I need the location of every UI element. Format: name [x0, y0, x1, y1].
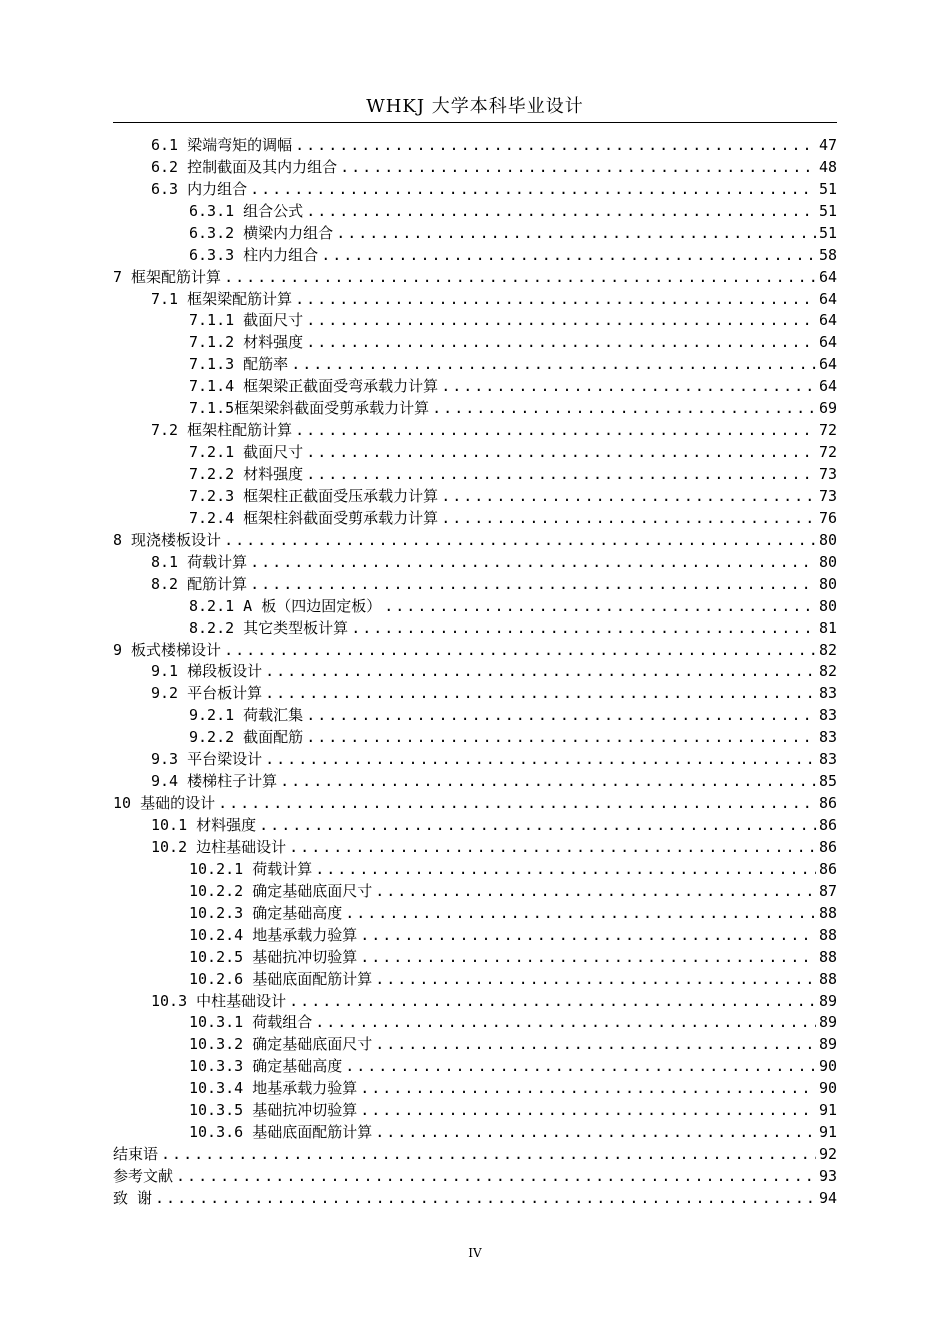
toc-entry-page: 80 [818, 574, 837, 593]
toc-entry[interactable] [113, 969, 837, 991]
toc-dot-leader [375, 881, 816, 903]
toc-entry-label: 9.4 楼梯柱子计算 [151, 772, 278, 791]
toc-entry-page: 82 [818, 640, 837, 659]
toc-entry-page: 72 [818, 443, 837, 462]
toc-entry-page: 86 [818, 859, 837, 878]
toc-entry-page: 91 [818, 1123, 837, 1142]
toc-entry-label: 8.2 配筋计算 [151, 574, 248, 593]
toc-entry[interactable] [113, 662, 837, 684]
toc-entry[interactable] [113, 683, 837, 705]
toc-entry[interactable] [113, 311, 837, 333]
toc-entry-page: 72 [818, 421, 837, 440]
toc-entry-label: 8.2.2 其它类型板计算 [189, 618, 349, 637]
toc-entry-label: 6.3.2 横梁内力组合 [189, 223, 334, 242]
toc-entry[interactable] [113, 530, 837, 552]
toc-entry-label: 10.2.4 地基承载力验算 [189, 925, 358, 944]
page-header [113, 92, 837, 123]
toc-entry[interactable] [113, 1034, 837, 1056]
toc-entry[interactable] [113, 376, 837, 398]
toc-entry[interactable] [113, 596, 837, 618]
toc-entry-label: 7.2 框架柱配筋计算 [151, 421, 293, 440]
page-number: IV [468, 1246, 482, 1260]
toc-entry-label: 6.3.1 组合公式 [189, 201, 304, 220]
toc-entry-label: 8 现浇楼板设计 [113, 530, 222, 549]
toc-entry-label: 10.1 材料强度 [151, 816, 257, 835]
toc-entry-label: 7.2.3 框架柱正截面受压承载力计算 [189, 486, 439, 505]
toc-dot-leader [340, 157, 816, 179]
toc-dot-leader [321, 245, 816, 267]
toc-entry-page: 80 [818, 530, 837, 549]
toc-entry[interactable] [113, 464, 837, 486]
toc-dot-leader [250, 552, 816, 574]
toc-dot-leader [250, 574, 816, 596]
toc-entry-page: 64 [818, 267, 837, 286]
toc-entry[interactable] [113, 815, 837, 837]
toc-dot-leader [441, 508, 816, 530]
toc-entry-label: 10.2.1 荷载计算 [189, 859, 313, 878]
toc-entry[interactable] [113, 1188, 837, 1210]
toc-entry[interactable] [113, 1166, 837, 1188]
table-of-contents [113, 135, 837, 1210]
toc-dot-leader [295, 135, 816, 157]
toc-entry-label: 10.3.1 荷载组合 [189, 1013, 313, 1032]
toc-dot-leader [306, 201, 816, 223]
toc-entry[interactable] [113, 332, 837, 354]
toc-dot-leader [345, 1056, 816, 1078]
toc-dot-leader [224, 267, 816, 289]
toc-entry-page: 94 [818, 1188, 837, 1207]
toc-entry[interactable] [113, 793, 837, 815]
toc-entry-page: 58 [818, 245, 837, 264]
toc-entry[interactable] [113, 508, 837, 530]
toc-dot-leader [295, 289, 816, 311]
toc-entry-label: 7.1.2 材料强度 [189, 333, 304, 352]
toc-entry-label: 9.2 平台板计算 [151, 684, 263, 703]
toc-entry-label: 参考文献 [113, 1167, 174, 1186]
toc-entry-page: 64 [818, 355, 837, 374]
toc-entry-label: 9.2.1 荷载汇集 [189, 706, 304, 725]
toc-entry-label: 7.1.4 框架梁正截面受弯承载力计算 [189, 377, 439, 396]
toc-entry-page: 51 [818, 179, 837, 198]
toc-dot-leader [295, 420, 816, 442]
toc-entry-label: 10.3.2 确定基础底面尺寸 [189, 1035, 373, 1054]
toc-entry-label: 6.3.3 柱内力组合 [189, 245, 319, 264]
toc-entry-page: 83 [818, 728, 837, 747]
toc-entry-label: 7.1.1 截面尺寸 [189, 311, 304, 330]
toc-entry-page: 76 [818, 508, 837, 527]
toc-entry-page: 89 [818, 991, 837, 1010]
toc-dot-leader [360, 925, 816, 947]
toc-entry-label: 8.2.1 A 板（四边固定板） [189, 596, 382, 615]
toc-entry-label: 10.2.6 基础底面配筋计算 [189, 969, 373, 988]
toc-entry[interactable] [113, 420, 837, 442]
toc-entry[interactable] [113, 1122, 837, 1144]
toc-entry-label: 9.1 梯段板设计 [151, 662, 263, 681]
toc-dot-leader [306, 332, 816, 354]
toc-dot-leader [176, 1166, 816, 1188]
toc-entry-label: 10.2.2 确定基础底面尺寸 [189, 881, 373, 900]
toc-dot-leader [265, 683, 816, 705]
toc-dot-leader [224, 640, 816, 662]
toc-entry-page: 86 [818, 794, 837, 813]
toc-entry[interactable] [113, 157, 837, 179]
toc-entry-page: 83 [818, 684, 837, 703]
toc-entry[interactable] [113, 1056, 837, 1078]
toc-entry-page: 88 [818, 925, 837, 944]
toc-entry-label: 10.3.5 基础抗冲切验算 [189, 1101, 358, 1120]
toc-entry[interactable] [113, 925, 837, 947]
toc-entry[interactable] [113, 837, 837, 859]
toc-entry-page: 85 [818, 772, 837, 791]
toc-entry[interactable] [113, 881, 837, 903]
toc-dot-leader [315, 1012, 816, 1034]
toc-dot-leader [351, 618, 816, 640]
toc-entry-page: 80 [818, 596, 837, 615]
toc-entry-page: 80 [818, 552, 837, 571]
toc-entry-page: 73 [818, 486, 837, 505]
toc-entry-page: 89 [818, 1035, 837, 1054]
toc-entry-label: 10 基础的设计 [113, 794, 216, 813]
toc-entry-label: 6.1 梁端弯矩的调幅 [151, 135, 293, 154]
toc-dot-leader [306, 310, 816, 332]
toc-dot-leader [259, 815, 816, 837]
toc-dot-leader [375, 969, 816, 991]
toc-entry[interactable] [113, 552, 837, 574]
toc-entry-page: 83 [818, 750, 837, 769]
toc-entry-page: 87 [818, 881, 837, 900]
toc-dot-leader [441, 376, 816, 398]
toc-dot-leader [265, 661, 816, 683]
toc-entry-label: 7.2.4 框架柱斜截面受剪承载力计算 [189, 508, 439, 527]
toc-entry-label: 7.1 框架梁配筋计算 [151, 289, 293, 308]
toc-dot-leader [315, 859, 816, 881]
toc-entry[interactable] [113, 486, 837, 508]
toc-dot-leader [250, 179, 816, 201]
toc-dot-leader [375, 1122, 816, 1144]
toc-entry-page: 89 [818, 1013, 837, 1032]
toc-entry-page: 51 [818, 223, 837, 242]
toc-entry-label: 10.2.5 基础抗冲切验算 [189, 947, 358, 966]
toc-entry[interactable] [113, 179, 837, 201]
toc-entry[interactable] [113, 1100, 837, 1122]
toc-entry-page: 88 [818, 903, 837, 922]
toc-entry[interactable] [113, 223, 837, 245]
toc-entry[interactable] [113, 442, 837, 464]
toc-dot-leader [265, 749, 816, 771]
toc-entry-page: 86 [818, 837, 837, 856]
toc-entry[interactable] [113, 245, 837, 267]
toc-entry-label: 10.3.3 确定基础高度 [189, 1057, 343, 1076]
toc-dot-leader [155, 1188, 816, 1210]
toc-entry-page: 64 [818, 311, 837, 330]
toc-entry-label: 10.2.3 确定基础高度 [189, 903, 343, 922]
toc-entry[interactable] [113, 640, 837, 662]
toc-dot-leader [432, 398, 816, 420]
toc-entry-label: 7.2.1 截面尺寸 [189, 443, 304, 462]
toc-entry-page: 88 [818, 947, 837, 966]
toc-entry[interactable] [113, 1078, 837, 1100]
toc-entry-label: 7.1.3 配筋率 [189, 355, 289, 374]
toc-entry-page: 69 [818, 399, 837, 418]
toc-dot-leader [345, 903, 816, 925]
toc-entry[interactable] [113, 705, 837, 727]
toc-entry-label: 6.2 控制截面及其内力组合 [151, 157, 338, 176]
toc-entry[interactable] [113, 267, 837, 289]
toc-entry-page: 73 [818, 465, 837, 484]
toc-entry-page: 82 [818, 662, 837, 681]
toc-entry[interactable] [113, 398, 837, 420]
toc-entry[interactable] [113, 289, 837, 311]
toc-dot-leader [291, 354, 816, 376]
toc-dot-leader [218, 793, 816, 815]
toc-dot-leader [441, 486, 816, 508]
toc-dot-leader [360, 947, 816, 969]
toc-entry-page: 64 [818, 377, 837, 396]
toc-dot-leader [336, 223, 816, 245]
toc-entry[interactable] [113, 749, 837, 771]
toc-entry[interactable] [113, 574, 837, 596]
toc-entry[interactable] [113, 135, 837, 157]
toc-entry-label: 10.3.6 基础底面配筋计算 [189, 1123, 373, 1142]
toc-entry-page: 64 [818, 289, 837, 308]
toc-dot-leader [289, 837, 816, 859]
toc-dot-leader [360, 1100, 816, 1122]
toc-entry-page: 83 [818, 706, 837, 725]
toc-entry-page: 48 [818, 157, 837, 176]
toc-entry-page: 47 [818, 135, 837, 154]
toc-dot-leader [161, 1144, 816, 1166]
toc-entry[interactable] [113, 354, 837, 376]
toc-entry-page: 86 [818, 816, 837, 835]
toc-dot-leader [289, 991, 816, 1013]
toc-entry-label: 8.1 荷载计算 [151, 552, 248, 571]
toc-entry-label: 10.2 边柱基础设计 [151, 837, 287, 856]
toc-entry-label: 7.1.5框架梁斜截面受剪承载力计算 [189, 399, 430, 418]
toc-entry[interactable] [113, 903, 837, 925]
toc-entry[interactable] [113, 947, 837, 969]
toc-dot-leader [280, 771, 816, 793]
toc-entry-label: 致 谢 [113, 1188, 153, 1207]
toc-entry-page: 88 [818, 969, 837, 988]
toc-entry-label: 6.3 内力组合 [151, 179, 248, 198]
toc-dot-leader [306, 442, 816, 464]
toc-entry-label: 9.3 平台梁设计 [151, 750, 263, 769]
toc-entry-page: 51 [818, 201, 837, 220]
toc-entry-label: 7 框架配筋计算 [113, 267, 222, 286]
toc-entry[interactable] [113, 201, 837, 223]
toc-entry-label: 结束语 [113, 1145, 159, 1164]
toc-dot-leader [360, 1078, 816, 1100]
toc-entry[interactable] [113, 771, 837, 793]
toc-entry-page: 90 [818, 1079, 837, 1098]
toc-entry-page: 93 [818, 1167, 837, 1186]
toc-entry-label: 9.2.2 截面配筋 [189, 728, 304, 747]
toc-entry-label: 9 板式楼梯设计 [113, 640, 222, 659]
toc-entry-page: 81 [818, 618, 837, 637]
toc-entry[interactable] [113, 618, 837, 640]
toc-dot-leader [375, 1034, 816, 1056]
toc-dot-leader [306, 705, 816, 727]
toc-entry-label: 7.2.2 材料强度 [189, 465, 304, 484]
toc-entry-page: 64 [818, 333, 837, 352]
toc-entry-page: 91 [818, 1101, 837, 1120]
toc-entry-page: 90 [818, 1057, 837, 1076]
toc-entry[interactable] [113, 991, 837, 1013]
toc-entry[interactable] [113, 727, 837, 749]
toc-entry[interactable] [113, 1144, 837, 1166]
toc-dot-leader [306, 727, 816, 749]
toc-dot-leader [224, 530, 816, 552]
toc-entry[interactable] [113, 859, 837, 881]
toc-entry-page: 92 [818, 1145, 837, 1164]
toc-entry-label: 10.3.4 地基承载力验算 [189, 1079, 358, 1098]
toc-entry-label: 10.3 中柱基础设计 [151, 991, 287, 1010]
toc-dot-leader [306, 464, 816, 486]
header-title: WHKJ 大学本科毕业设计 [366, 96, 584, 117]
toc-dot-leader [384, 596, 816, 618]
toc-entry[interactable] [113, 1013, 837, 1035]
